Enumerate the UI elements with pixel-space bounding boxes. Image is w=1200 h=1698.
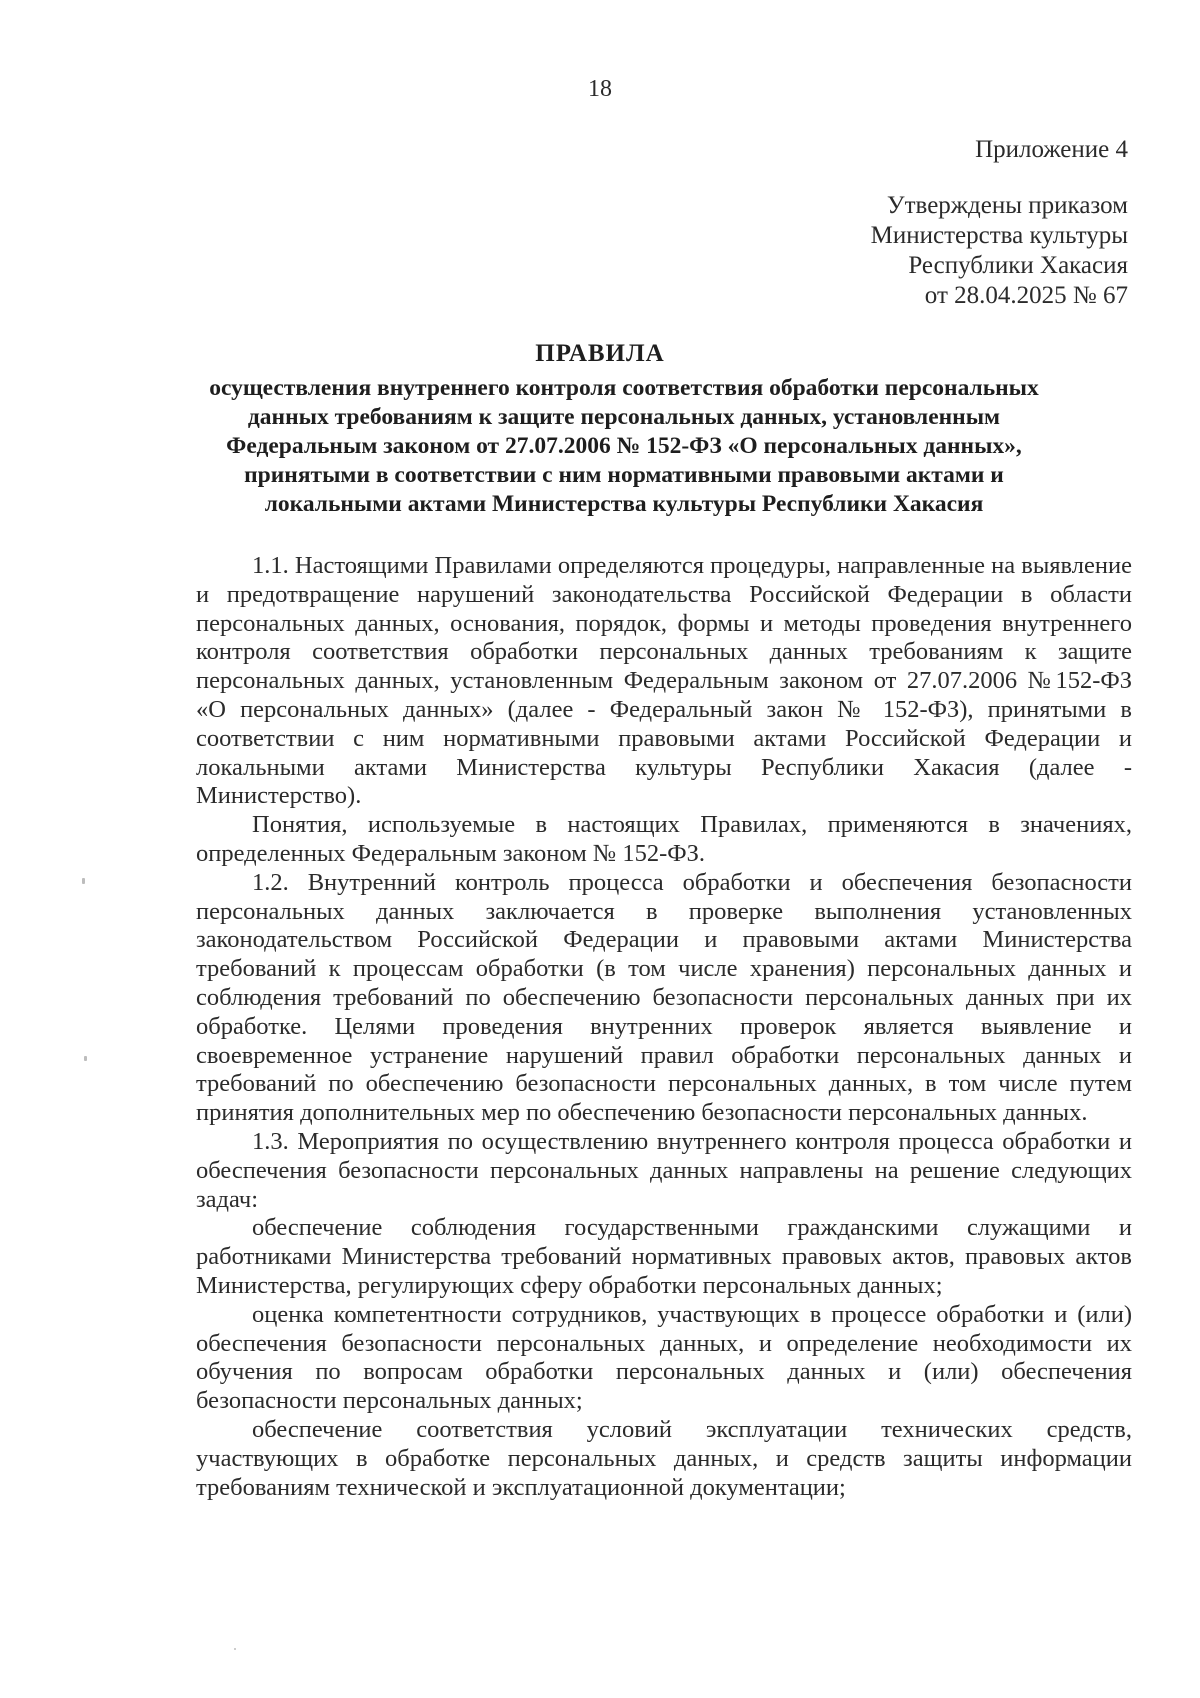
- paragraph: 1.1. Настоящими Правилами определяются процедуры, направленные на выявление и предотвращение нарушений законодательства Российской Федерации в области персональных данных, основания, порядок, формы и методы проведения внутреннего контроля соответствия обработки персональных данных требованиям к защите персональных данных, установленным Федеральным законом от 27.07.2006 №152-ФЗ «О персональных данных» (далее - Федеральный закон № 152-ФЗ), принятыми в соответствии с ним нормативными правовыми актами Российской Федерации и локальными актами Министерства культуры Республики Хакасия (далее - Министерство).: [196, 552, 1132, 810]
- approval-line: Министерства культуры: [870, 222, 1128, 249]
- appendix-label: Приложение 4: [975, 136, 1128, 163]
- paragraph: Понятия, используемые в настоящих Правилах, применяются в значениях, определенных Федеральным законом № 152-ФЗ.: [196, 811, 1132, 867]
- paragraph: 1.2. Внутренний контроль процесса обработки и обеспечения безопасности персональных данных заключается в проверке выполнения установленных законодательством Российской Федерации и правовыми актами Министерства требований к процессам обработки (в том числе хранения) персональных данных и соблюдения требований по обеспечению безопасности персональных данных при их обработке. Целями проведения внутренних проверок является выявление и своевременное устранение нарушений правил обработки персональных данных и требований по обеспечению безопасности персональных данных, в том числе путем принятия дополнительных мер по обеспечению безопасности персональных данных.: [196, 868, 1132, 1127]
- approval-line: Республики Хакасия: [908, 252, 1128, 279]
- scan-speck: [82, 878, 85, 884]
- approval-line: от 28.04.2025 № 67: [924, 282, 1128, 309]
- paragraph: обеспечение соблюдения государственными гражданскими служащими и работниками Министерства требований нормативных правовых актов, правовых актов Министерства, регулирующих сферу обработки персональных данных;: [196, 1214, 1132, 1299]
- subtitle-line: Федеральным законом от 27.07.2006 № 152-ФЗ «О персональных данных»,: [226, 433, 1022, 459]
- scan-speck: [84, 1056, 87, 1061]
- document-subtitle: [190, 374, 1058, 519]
- subtitle-line: принятыми в соответствии с ним нормативными правовыми актами и: [244, 462, 1004, 488]
- approval-line: Утверждены приказом: [886, 192, 1128, 219]
- document-body: [196, 552, 1132, 1502]
- page-number: 18: [588, 76, 612, 102]
- paragraph: оценка компетентности сотрудников, участвующих в процессе обработки и (или) обеспечения безопасности персональных данных, и определение необходимости их обучения по вопросам обработки персональных данных и (или) обеспечения безопасности персональных данных;: [196, 1300, 1132, 1415]
- subtitle-line: осуществления внутреннего контроля соответствия обработки персональных: [209, 375, 1039, 401]
- document-title: ПРАВИЛА: [535, 340, 665, 367]
- paragraph: обеспечение соответствия условий эксплуатации технических средств, участвующих в обработке персональных данных, и средств защиты информации требованиям технической и эксплуатационной документации;: [196, 1415, 1132, 1501]
- paragraph: 1.3. Мероприятия по осуществлению внутреннего контроля процесса обработки и обеспечения безопасности персональных данных направлены на решение следующих задач:: [196, 1127, 1132, 1213]
- approval-block: [871, 191, 1128, 311]
- scan-speck: [234, 1648, 236, 1650]
- subtitle-line: данных требованиям к защите персональных данных, установленным: [247, 404, 1001, 430]
- subtitle-line: локальными актами Министерства культуры Республики Хакасия: [264, 491, 984, 517]
